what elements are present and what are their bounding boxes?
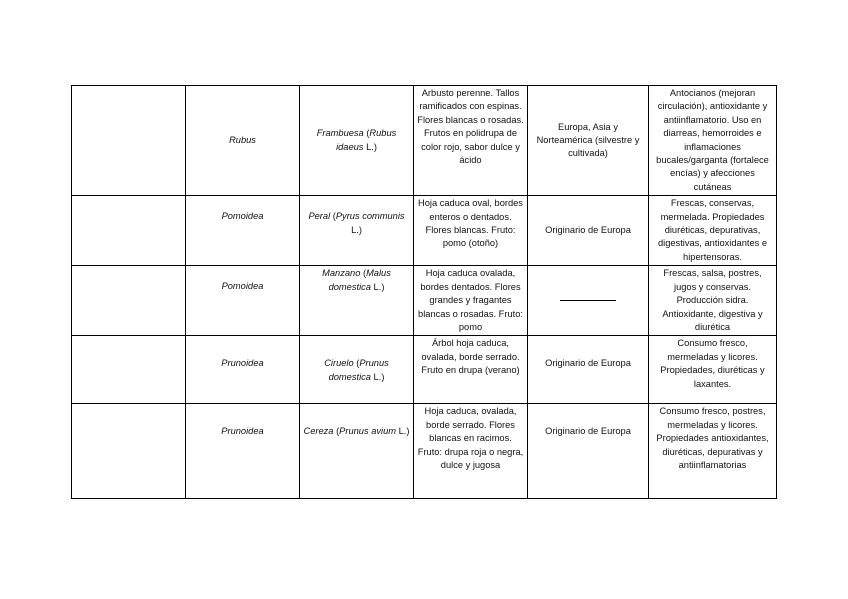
species-common-name: Ciruelo (324, 358, 354, 369)
origin-cell: Originario de Europa (528, 336, 649, 404)
species-common-name: Peral (308, 211, 331, 222)
species-common-name: Cereza (303, 426, 334, 437)
genus-cell: Prunoidea (186, 336, 300, 404)
genus-cell: Prunoidea (186, 404, 300, 499)
species-scientific-name: Prunus avium (339, 426, 397, 437)
species-cell: Manzano (Malus domestica L.) (300, 266, 414, 336)
description-cell: Arbusto perenne. Tallos ramificados con espinas. Flores blancas o rosadas. Frutos en polidrupa de color rojo, sabor dulce y ácido (414, 86, 528, 196)
species-author: L. (398, 426, 407, 437)
species-cell: Peral (Pyrus communis L.) (300, 196, 414, 266)
species-common-name: Frambuesa (316, 128, 364, 139)
origin-cell: Originario de Europa (528, 404, 649, 499)
uses-cell: Consumo fresco, mermeladas y licores. Propiedades, diuréticas y laxantes. (649, 336, 777, 404)
species-cell: Cereza (Prunus avium L.) (300, 404, 414, 499)
uses-cell: Frescas, salsa, postres, jugos y conservas. Producción sidra. Antioxidante, digestiva y diurética (649, 266, 777, 336)
origin-cell: Originario de Europa (528, 196, 649, 266)
table-row (72, 404, 777, 499)
species-author: L. (373, 281, 382, 292)
empty-cell (72, 196, 186, 266)
uses-cell: Frescas, conservas, mermelada. Propiedades diuréticas, depurativas, digestivas, antioxidantes e hipertensoras. (649, 196, 777, 266)
description-cell: Hoja caduca, ovalada, borde serrado. Flores blancas en racimos. Fruto: drupa roja o negra, dulce y jugosa (414, 404, 528, 499)
species-author: L. (373, 371, 382, 382)
plants-table (71, 85, 777, 499)
table-row (72, 86, 777, 196)
empty-cell (72, 266, 186, 336)
origin-cell: Europa, Asia y Norteamérica (silvestre y cultivada) (528, 86, 649, 196)
species-scientific-name: Prunus domestica (328, 358, 389, 382)
empty-cell (72, 404, 186, 499)
genus-cell: Pomoidea (186, 196, 300, 266)
table-row (72, 196, 777, 266)
species-author: L. (351, 224, 359, 235)
species-cell: Frambuesa (Rubus idaeus L.) (300, 86, 414, 196)
origin-blank-line (560, 300, 616, 301)
description-cell: Hoja caduca ovalada, bordes dentados. Flores grandes y fragantes blancas o rosadas. Fruto: pomo (414, 266, 528, 336)
table-row (72, 266, 777, 336)
uses-cell: Antocianos (mejoran circulación), antioxidante y antiinflamatorio. Uso en diarreas, hemorroides e inflamaciones bucales/garganta (fortalece encías) y afecciones cutáneas (649, 86, 777, 196)
species-author: L. (366, 141, 374, 152)
species-scientific-name: Malus domestica (328, 268, 391, 292)
species-scientific-name: Rubus idaeus (336, 128, 397, 152)
empty-cell (72, 86, 186, 196)
description-cell: Árbol hoja caduca, ovalada, borde serrado. Fruto en drupa (verano) (414, 336, 528, 404)
species-cell: Ciruelo (Prunus domestica L.) (300, 336, 414, 404)
species-scientific-name: Pyrus communis (335, 211, 405, 222)
description-cell: Hoja caduca oval, bordes enteros o dentados. Flores blancas. Fruto: pomo (otoño) (414, 196, 528, 266)
genus-cell: Rubus (186, 86, 300, 196)
uses-cell: Consumo fresco, postres, mermeladas y licores. Propiedades antioxidantes, diuréticas, depurativas y antiinflamatorias (649, 404, 777, 499)
species-common-name: Manzano (322, 268, 361, 279)
table-row (72, 336, 777, 404)
genus-cell: Pomoidea (186, 266, 300, 336)
empty-cell (72, 336, 186, 404)
origin-cell (528, 266, 649, 336)
